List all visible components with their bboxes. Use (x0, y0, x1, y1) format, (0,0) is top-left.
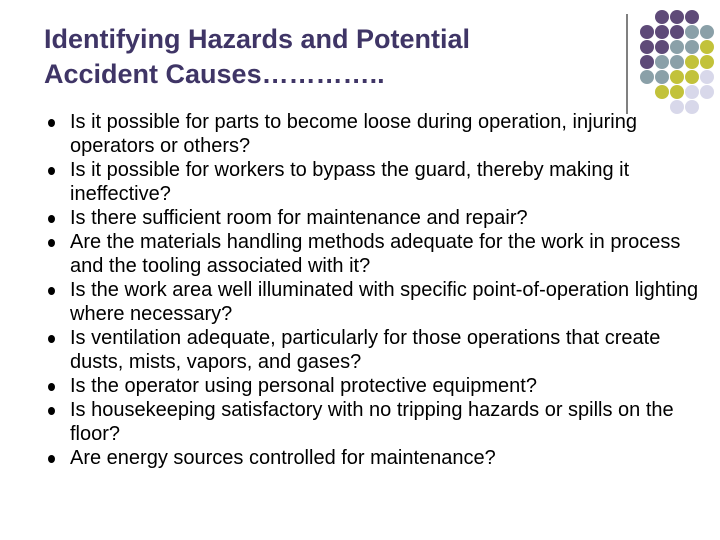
decorative-dot (700, 55, 714, 69)
decorative-dot (670, 40, 684, 54)
decorative-dot (670, 70, 684, 84)
decorative-dot (670, 10, 684, 24)
bullet-icon (48, 455, 55, 463)
bullet-item (48, 110, 718, 158)
decorative-dot (700, 25, 714, 39)
bullet-text: Is it possible for parts to become loose during operation, injuring operators or others? (70, 111, 637, 157)
bullet-text: Is ventilation adequate, particularly for those operations that create dusts, mists, vapors, and gases? (70, 327, 661, 373)
decorative-dot (655, 10, 669, 24)
bullet-icon (48, 167, 55, 175)
decorative-dot (685, 70, 699, 84)
decorative-dot (655, 25, 669, 39)
decorative-dot (700, 70, 714, 84)
bullet-icon (48, 287, 55, 295)
bullet-item (48, 326, 718, 374)
decorative-dot (700, 85, 714, 99)
title-line-1: Identifying Hazards and Potential (44, 24, 471, 54)
decorative-dot (670, 55, 684, 69)
bullet-text: Are the materials handling methods adequate for the work in process and the tooling associated with it? (70, 231, 681, 277)
decorative-dot (670, 85, 684, 99)
bullet-text: Is the operator using personal protective equipment? (70, 375, 537, 397)
decorative-dot (640, 40, 654, 54)
bullet-text: Is it possible for workers to bypass the guard, thereby making it ineffective? (70, 159, 630, 205)
decorative-dot (685, 85, 699, 99)
decorative-dot (655, 55, 669, 69)
decorative-dot (640, 55, 654, 69)
title-line-2: Accident Causes………….. (44, 59, 385, 89)
bullet-icon (48, 119, 55, 127)
bullet-icon (48, 239, 55, 247)
decorative-dot (655, 85, 669, 99)
bullet-text: Is there sufficient room for maintenance and repair? (70, 207, 528, 229)
bullet-text: Is the work area well illuminated with specific point-of-operation lighting where necessary? (70, 279, 699, 325)
decorative-dot (685, 40, 699, 54)
bullet-text: Are energy sources controlled for maintenance? (70, 447, 496, 469)
bullet-icon (48, 335, 55, 343)
decorative-dot (685, 25, 699, 39)
decorative-dot (640, 70, 654, 84)
slide-title (44, 22, 470, 92)
decorative-dot (655, 70, 669, 84)
bullet-item (48, 398, 718, 446)
bullet-item (48, 158, 718, 206)
bullet-item (48, 278, 718, 326)
bullet-item (48, 206, 718, 230)
bullet-icon (48, 383, 55, 391)
decorative-dot (685, 55, 699, 69)
bullet-icon (48, 407, 55, 415)
decorative-dot (655, 40, 669, 54)
decorative-dot (685, 10, 699, 24)
bullet-item (48, 230, 718, 278)
bullet-item (48, 446, 718, 470)
bullet-icon (48, 215, 55, 223)
bullet-list (48, 110, 718, 470)
decorative-dot (640, 25, 654, 39)
decorative-dot (670, 25, 684, 39)
bullet-item (48, 374, 718, 398)
bullet-text: Is housekeeping satisfactory with no tripping hazards or spills on the floor? (70, 399, 674, 445)
decorative-dot-grid (640, 10, 720, 110)
decorative-dot (700, 40, 714, 54)
decorative-vertical-rule (626, 14, 628, 114)
